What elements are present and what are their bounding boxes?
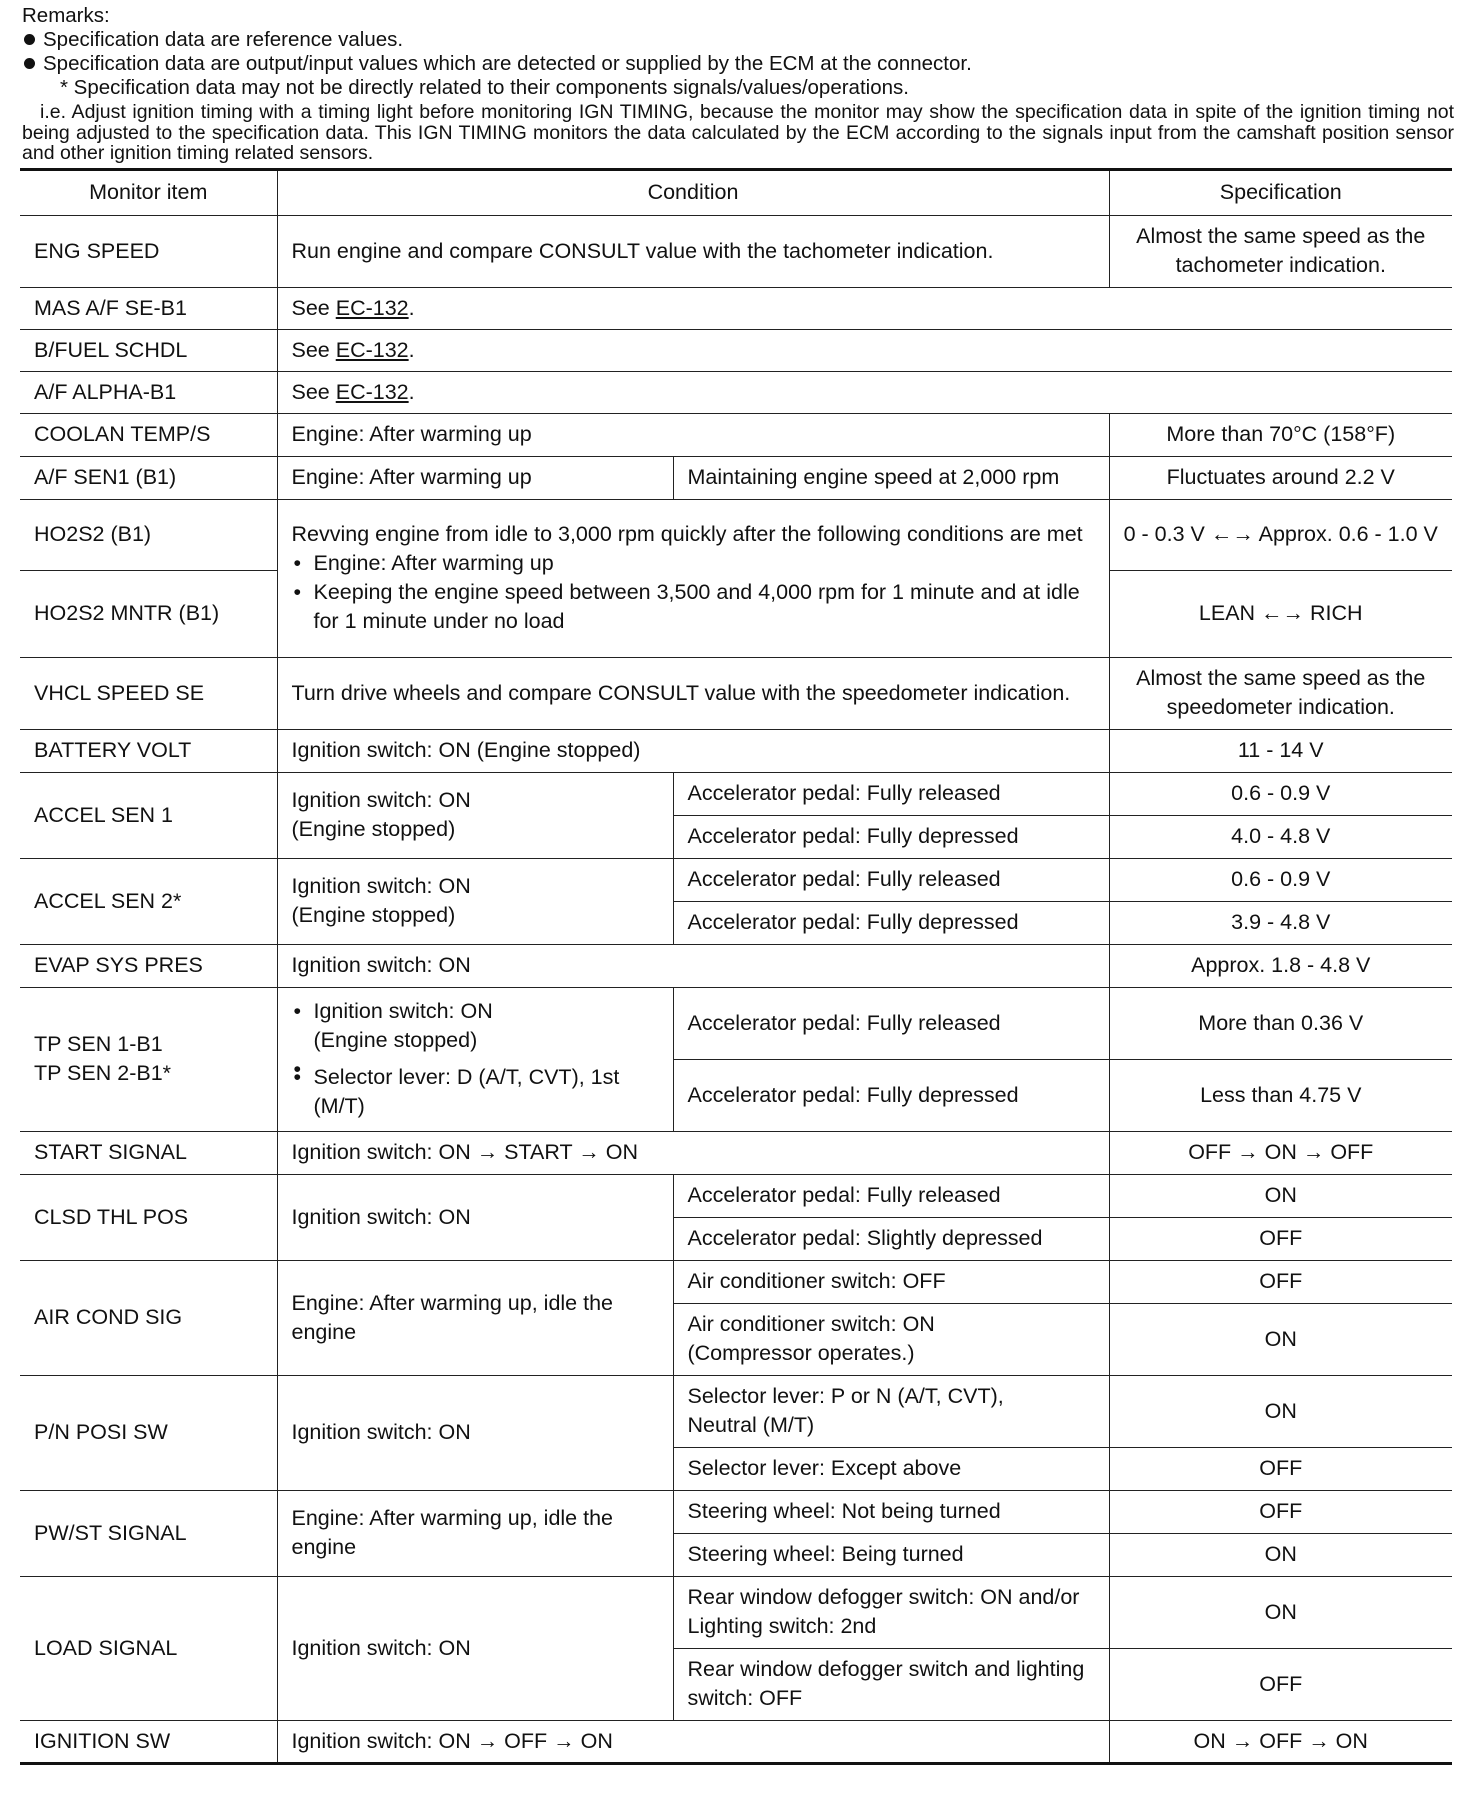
sub-condition: Selector lever: Except above (673, 1447, 1109, 1490)
condition: Turn drive wheels and compare CONSULT value with the speedometer indication. (277, 657, 1109, 729)
bullet-icon (24, 34, 35, 45)
specification: ON (1109, 1303, 1452, 1375)
table-row (20, 499, 1452, 570)
monitor-item: ACCEL SEN 2* (20, 858, 277, 944)
monitor-item: HO2S2 MNTR (B1) (20, 570, 277, 657)
specification: 11 - 14 V (1109, 729, 1452, 772)
table-row (20, 657, 1452, 729)
remarks-bullet: Specification data are reference values. (22, 28, 1454, 52)
monitor-item: ACCEL SEN 1 (20, 772, 277, 858)
monitor-item: VHCL SPEED SE (20, 657, 277, 729)
monitor-item: EVAP SYS PRES (20, 944, 277, 987)
monitor-item: CLSD THL POS (20, 1174, 277, 1260)
monitor-item: LOAD SIGNAL (20, 1576, 277, 1720)
specification: OFF → ON → OFF (1109, 1131, 1452, 1174)
monitor-item: IGNITION SW (20, 1720, 277, 1763)
remarks-paragraph: i.e. Adjust ignition timing with a timing light before monitoring IGN TIMING, because the monitor may show the specification data in spite of the ignition timing not being adjusted to the specification data. This IGN TIMING monitors the data calculated by the ECM according to the signals input from the camshaft position sensor and other ignition timing related sensors. (22, 101, 1454, 164)
sub-condition: Air conditioner switch: ON (Compressor operates.) (673, 1303, 1109, 1375)
specification: 0.6 - 0.9 V (1109, 772, 1452, 815)
table-row (20, 1260, 1452, 1303)
condition: See EC-132. (277, 287, 1452, 329)
specification: OFF (1109, 1217, 1452, 1260)
specification: OFF (1109, 1648, 1452, 1720)
header-condition: Condition (277, 169, 1109, 215)
monitor-item: MAS A/F SE-B1 (20, 287, 277, 329)
condition: Engine: After warming up (277, 456, 673, 499)
table-row (20, 1131, 1452, 1174)
table-row (20, 1375, 1452, 1447)
condition: Ignition switch: ON (Engine stopped) (277, 729, 1109, 772)
sub-condition: Air conditioner switch: OFF (673, 1260, 1109, 1303)
condition-bullet: • Ignition switch: ON (Engine stopped) (292, 997, 659, 1055)
monitor-item: AIR COND SIG (20, 1260, 277, 1375)
specification: 0.6 - 0.9 V (1109, 858, 1452, 901)
table-row (20, 729, 1452, 772)
specification: More than 70°C (158°F) (1109, 413, 1452, 456)
monitor-item (20, 987, 277, 1131)
ec-132-link[interactable]: EC-132 (335, 337, 409, 362)
monitor-item: PW/ST SIGNAL (20, 1490, 277, 1576)
table-row (20, 1174, 1452, 1217)
specification: OFF (1109, 1260, 1452, 1303)
specification: Fluctuates around 2.2 V (1109, 456, 1452, 499)
header-specification: Specification (1109, 169, 1452, 215)
condition: Ignition switch: ON (277, 944, 1109, 987)
specification: ON → OFF → ON (1109, 1720, 1452, 1763)
sub-condition: Maintaining engine speed at 2,000 rpm (673, 456, 1109, 499)
specification: 3.9 - 4.8 V (1109, 901, 1452, 944)
table-row (20, 987, 1452, 1059)
monitor-spec-table (20, 168, 1452, 1765)
monitor-item: HO2S2 (B1) (20, 499, 277, 570)
condition-intro: Revving engine from idle to 3,000 rpm quickly after the following conditions are met (291, 522, 1083, 546)
specification: LEAN ←→ RICH (1109, 570, 1452, 657)
sub-condition: Steering wheel: Not being turned (673, 1490, 1109, 1533)
condition: Engine: After warming up, idle the engine (277, 1260, 673, 1375)
table-row (20, 772, 1452, 815)
condition: Ignition switch: ON → START → ON (277, 1131, 1109, 1174)
condition (277, 499, 1109, 657)
monitor-item: A/F ALPHA-B1 (20, 371, 277, 413)
ec-132-link[interactable]: EC-132 (335, 379, 409, 404)
condition: Ignition switch: ON → OFF → ON (277, 1720, 1109, 1763)
specification: 4.0 - 4.8 V (1109, 815, 1452, 858)
table-row (20, 1576, 1452, 1648)
table-row (20, 215, 1452, 287)
table-row (20, 287, 1452, 329)
condition: Ignition switch: ON (277, 1174, 673, 1260)
sub-condition: Accelerator pedal: Fully depressed (673, 901, 1109, 944)
monitor-item: START SIGNAL (20, 1131, 277, 1174)
condition: Ignition switch: ON (Engine stopped) (277, 858, 673, 944)
monitor-item: P/N POSI SW (20, 1375, 277, 1490)
sub-condition: Accelerator pedal: Fully released (673, 772, 1109, 815)
monitor-item: B/FUEL SCHDL (20, 329, 277, 371)
condition: Ignition switch: ON (Engine stopped) (277, 772, 673, 858)
specification: Almost the same speed as the tachometer indication. (1109, 215, 1452, 287)
specification: 0 - 0.3 V ←→ Approx. 0.6 - 1.0 V (1109, 499, 1452, 570)
specification: Less than 4.75 V (1109, 1059, 1452, 1131)
monitor-item: COOLAN TEMP/S (20, 413, 277, 456)
specification: ON (1109, 1174, 1452, 1217)
sub-condition: Rear window defogger switch: ON and/or Lighting switch: 2nd (673, 1576, 1109, 1648)
remarks-title: Remarks: (22, 4, 110, 27)
bullet-icon (24, 58, 35, 69)
condition-list (292, 997, 659, 1121)
table-row (20, 413, 1452, 456)
table-row (20, 456, 1452, 499)
condition: Engine: After warming up, idle the engine (277, 1490, 673, 1576)
sub-condition: Accelerator pedal: Fully depressed (673, 815, 1109, 858)
monitor-item: BATTERY VOLT (20, 729, 277, 772)
sub-condition: Steering wheel: Being turned (673, 1533, 1109, 1576)
table-row (20, 858, 1452, 901)
specification: More than 0.36 V (1109, 987, 1452, 1059)
header-monitor-item: Monitor item (20, 169, 277, 215)
condition (277, 987, 673, 1131)
table-header-row (20, 169, 1452, 215)
sub-condition: Accelerator pedal: Slightly depressed (673, 1217, 1109, 1260)
monitor-item-line: TP SEN 2-B1* (34, 1061, 172, 1085)
sub-condition: Accelerator pedal: Fully released (673, 858, 1109, 901)
condition: See EC-132. (277, 371, 1452, 413)
condition: See EC-132. (277, 329, 1452, 371)
specification: ON (1109, 1375, 1452, 1447)
sub-condition: Accelerator pedal: Fully released (673, 1174, 1109, 1217)
condition: Engine: After warming up (277, 413, 1109, 456)
condition-bullet: • Engine: After warming up (292, 549, 1095, 578)
remarks-note: * Specification data may not be directly related to their components signals/values/operations. (60, 76, 909, 99)
sub-condition: Accelerator pedal: Fully depressed (673, 1059, 1109, 1131)
table-row (20, 944, 1452, 987)
table-row (20, 1490, 1452, 1533)
specification: Almost the same speed as the speedometer indication. (1109, 657, 1452, 729)
ec-132-link[interactable]: EC-132 (335, 295, 409, 320)
specification: ON (1109, 1533, 1452, 1576)
condition-list (292, 549, 1095, 636)
sub-condition: Rear window defogger switch and lighting switch: OFF (673, 1648, 1109, 1720)
table-row (20, 329, 1452, 371)
condition: Run engine and compare CONSULT value with the tachometer indication. (277, 215, 1109, 287)
specification: OFF (1109, 1490, 1452, 1533)
sub-condition: Accelerator pedal: Fully released (673, 987, 1109, 1059)
condition-bullet: • Keeping the engine speed between 3,500 and 4,000 rpm for 1 minute and at idle for 1 minute under no load (292, 578, 1095, 636)
condition: Ignition switch: ON (277, 1375, 673, 1490)
table-row (20, 1720, 1452, 1763)
remarks-bullet: Specification data are output/input values which are detected or supplied by the ECM at the connector. (22, 52, 1454, 76)
specification: Approx. 1.8 - 4.8 V (1109, 944, 1452, 987)
condition: Ignition switch: ON (277, 1576, 673, 1720)
table-row (20, 371, 1452, 413)
condition-bullet: • Selector lever: D (A/T, CVT), 1st (M/T) (292, 1063, 659, 1121)
remarks-section (22, 4, 1454, 164)
specification: ON (1109, 1576, 1452, 1648)
sub-condition: Selector lever: P or N (A/T, CVT), Neutral (M/T) (673, 1375, 1109, 1447)
monitor-item: ENG SPEED (20, 215, 277, 287)
specification: OFF (1109, 1447, 1452, 1490)
monitor-item: A/F SEN1 (B1) (20, 456, 277, 499)
monitor-item-line: TP SEN 1-B1 (34, 1032, 163, 1056)
